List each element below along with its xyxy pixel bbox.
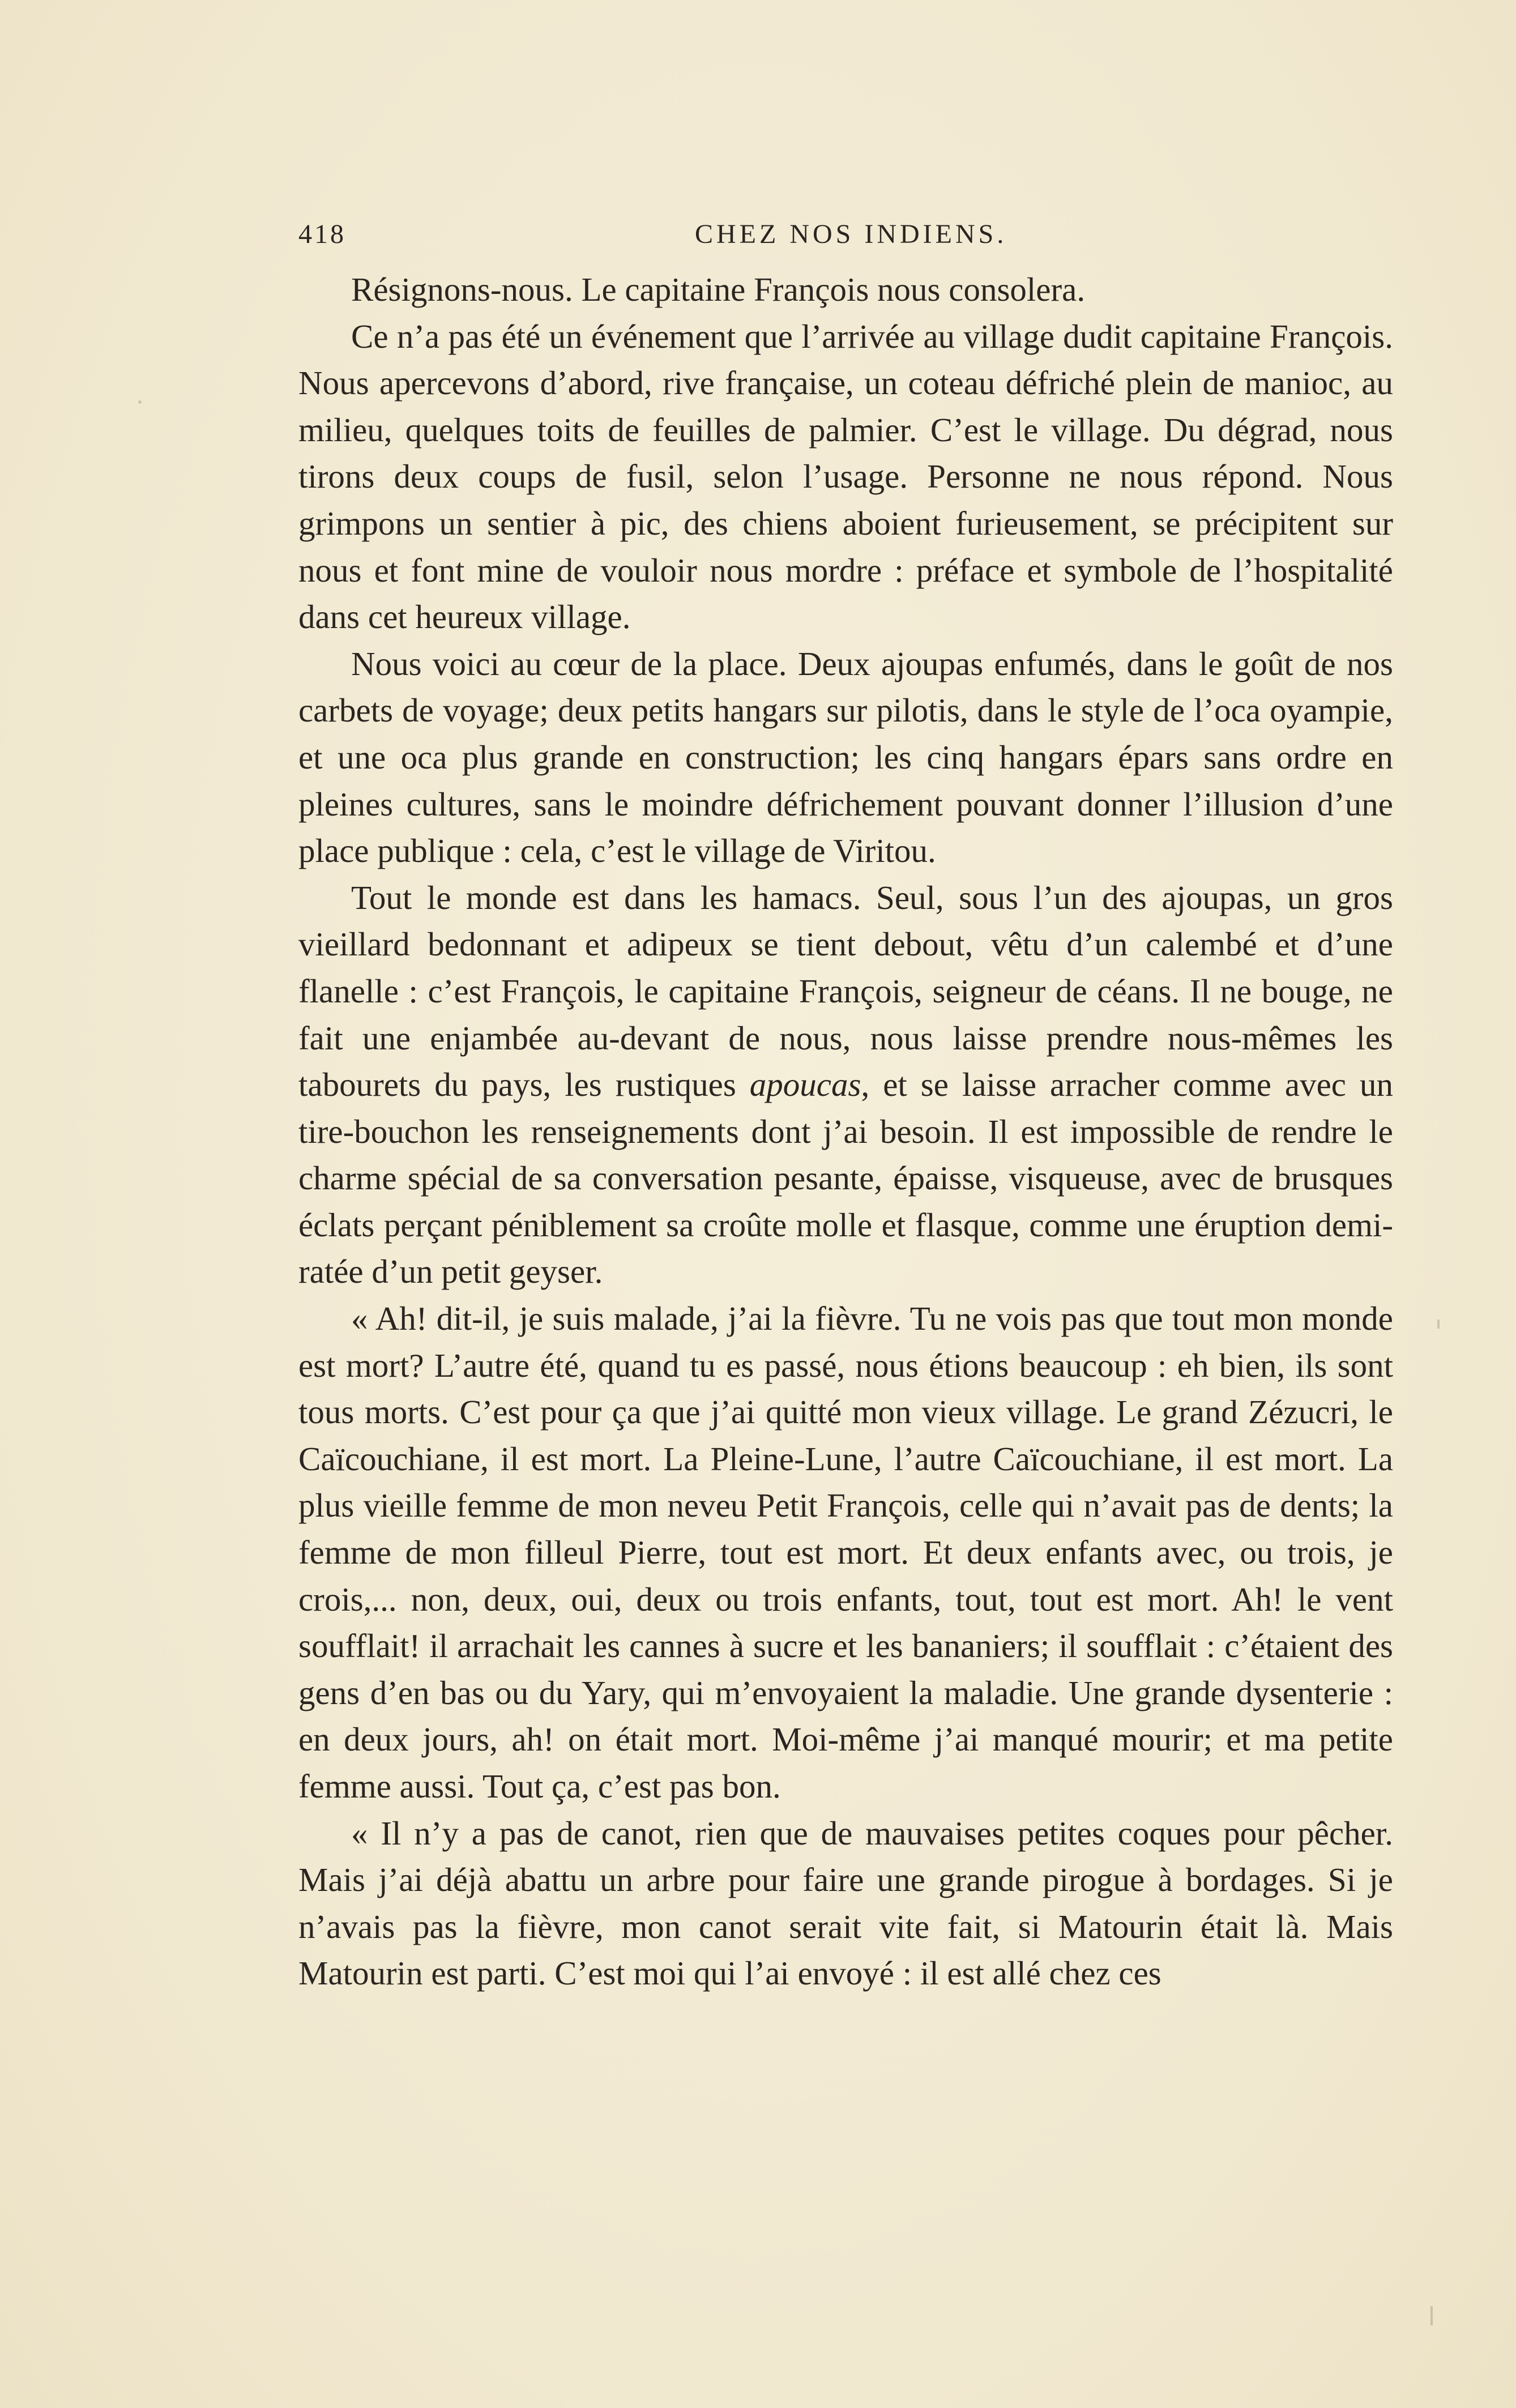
margin-speck <box>1437 1320 1440 1329</box>
paragraph-4-text-after: , et se laisse arracher comme avec un tire-bouchon les renseignements dont j’ai besoin. Il est impossible de rendre le charme spécial de sa conversation pesante, épaisse, visqueuse, avec de brusques éclats perçant péniblement sa croûte molle et flasque, comme une éruption demi-ratée d’un petit geyser. <box>298 1066 1393 1291</box>
paragraph-1 <box>298 266 1393 313</box>
paragraph-1-text: Résignons-nous. Le capitaine François nous consolera. <box>351 271 1086 308</box>
body-text <box>298 266 1393 1997</box>
paragraph-4-text-before: Tout le monde est dans les hamacs. Seul, sous l’un des ajoupas, un gros vieillard bedonnant et adipeux se tient debout, vêtu d’un calembé et d’une flanelle : c’est François, le capitaine François, seigneur de céans. Il ne bouge, ne fait une enjambée au-devant de nous, nous laisse prendre nous-mêmes les tabourets du pays, les rustiques <box>298 878 1393 1104</box>
running-title: CHEZ NOS INDIENS. <box>695 219 1007 249</box>
margin-speck <box>1430 2306 1433 2325</box>
paragraph-5-text: « Ah! dit-il, je suis malade, j’ai la fièvre. Tu ne vois pas que tout mon monde est mort? L’autre été, quand tu es passé, nous étions beaucoup : eh bien, ils sont tous morts. C’est pour ça que j’ai quitté mon vieux village. Le grand Zézucri, le Caïcouchiane, il est mort. La Pleine-Lune, l’autre Caïcouchiane, il est mort. La plus vieille femme de mon neveu Petit François, celle qui n’avait pas de dents; la femme de mon filleul Pierre, tout est mort. Et deux enfants avec, ou trois, je crois,... non, deux, oui, deux ou trois enfants, tout, tout est mort. Ah! le vent soufflait! il arrachait les cannes à sucre et les bananiers; il soufflait : c’étaient des gens d’en bas ou du Yary, qui m’envoyaient la maladie. Une grande dysenterie : en deux jours, ah! on était mort. Moi-même j’ai manqué mourir; et ma petite femme aussi. Tout ça, c’est pas bon. <box>298 1300 1393 1805</box>
paragraph-4-italic-word: apoucas <box>749 1066 861 1104</box>
paragraph-3-text: Nous voici au cœur de la place. Deux ajoupas enfumés, dans le goût de nos carbets de voyage; deux petits hangars sur pilotis, dans le style de l’oca oyampie, et une oca plus grande en construction; les cinq hangars épars sans ordre en pleines cultures, sans le moindre défrichement pouvant donner l’illusion d’une place publique : cela, c’est le village de Viritou. <box>298 644 1393 870</box>
margin-speck <box>138 400 142 404</box>
paragraph-2 <box>298 313 1393 641</box>
page-number: 418 <box>298 219 346 249</box>
running-head <box>298 219 1393 258</box>
paragraph-5 <box>298 1295 1393 1810</box>
paragraph-6 <box>298 1810 1393 1997</box>
paragraph-4 <box>298 874 1393 1295</box>
paragraph-3 <box>298 641 1393 874</box>
paragraph-6-text: « Il n’y a pas de canot, rien que de mauvaises petites coques pour pêcher. Mais j’ai déjà abattu un arbre pour faire une grande pirogue à bordages. Si je n’avais pas la fièvre, mon canot serait vite fait, si Matourin était là. Mais Matourin est parti. C’est moi qui l’ai envoyé : il est allé chez ces <box>298 1814 1393 1992</box>
paragraph-2-text: Ce n’a pas été un événement que l’arrivée au village dudit capitaine François. Nous apercevons d’abord, rive française, un coteau défriché plein de manioc, au milieu, quelques toits de feuilles de palmier. C’est le village. Du dégrad, nous tirons deux coups de fusil, selon l’usage. Personne ne nous répond. Nous grimpons un sentier à pic, des chiens aboient furieusement, se précipitent sur nous et font mine de vouloir nous mordre : préface et symbole de l’hospitalité dans cet heureux village. <box>298 317 1393 636</box>
